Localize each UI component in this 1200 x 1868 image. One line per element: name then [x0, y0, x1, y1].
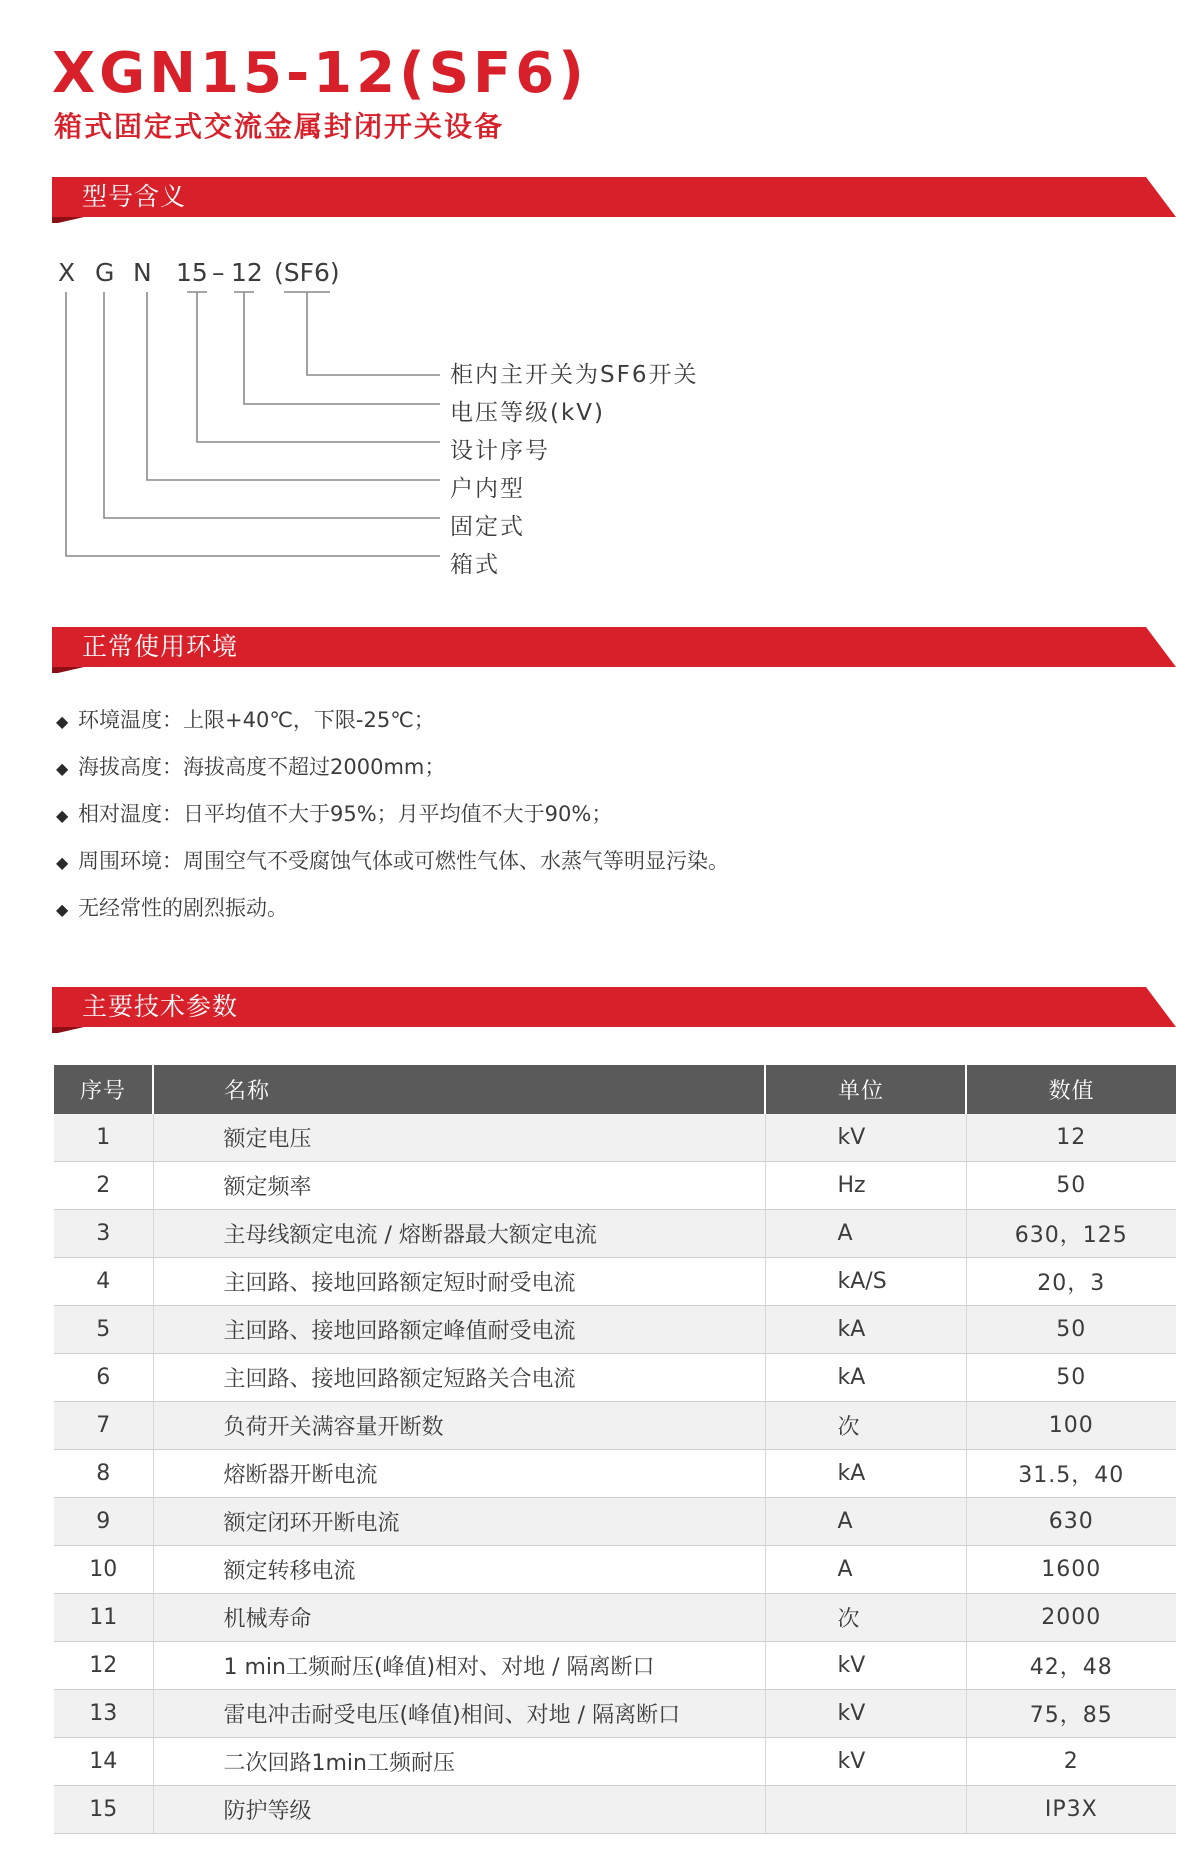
cell-no: 6	[54, 1354, 153, 1402]
table-row	[54, 1546, 1176, 1594]
section-title-model: 型号含义	[82, 182, 187, 211]
cell-unit: kV	[765, 1738, 966, 1786]
table-row	[54, 1690, 1176, 1738]
table-row	[54, 1594, 1176, 1642]
environment-list	[56, 703, 729, 938]
meaning-indoor: 户内型	[450, 476, 525, 502]
code-letter-n: N	[133, 258, 152, 287]
code-letter-x: X	[58, 258, 76, 287]
model-code-diagram	[0, 0, 1200, 600]
cell-value: 2	[966, 1738, 1176, 1786]
cell-no: 10	[54, 1546, 153, 1594]
code-voltage: 12	[231, 258, 263, 287]
spec-table	[54, 1065, 1176, 1834]
code-sf6: (SF6)	[274, 258, 340, 287]
cell-name: 主回路、接地回路额定峰值耐受电流	[153, 1306, 765, 1354]
cell-name: 主回路、接地回路额定短时耐受电流	[153, 1258, 765, 1306]
header-value: 数值	[966, 1065, 1176, 1114]
cell-unit: Hz	[765, 1162, 966, 1210]
diamond-bullet-icon: ◆	[56, 853, 69, 872]
cell-no: 3	[54, 1210, 153, 1258]
cell-no: 4	[54, 1258, 153, 1306]
table-row	[54, 1402, 1176, 1450]
cell-name: 熔断器开断电流	[153, 1450, 765, 1498]
cell-no: 2	[54, 1162, 153, 1210]
cell-unit: kA	[765, 1450, 966, 1498]
table-row	[54, 1786, 1176, 1834]
cell-value: 31.5，40	[966, 1450, 1176, 1498]
cell-unit: 次	[765, 1402, 966, 1450]
cell-unit: kV	[765, 1642, 966, 1690]
cell-unit: A	[765, 1210, 966, 1258]
cell-value: 20，3	[966, 1258, 1176, 1306]
header-no: 序号	[54, 1065, 153, 1114]
cell-value: 50	[966, 1354, 1176, 1402]
code-letter-g: G	[95, 258, 115, 287]
diamond-bullet-icon: ◆	[56, 759, 69, 778]
cell-unit: A	[765, 1546, 966, 1594]
cell-name: 二次回路1min工频耐压	[153, 1738, 765, 1786]
meaning-voltage: 电压等级(kV)	[450, 400, 605, 426]
section-title-environment: 正常使用环境	[82, 632, 239, 661]
cell-unit: 次	[765, 1594, 966, 1642]
cell-name: 雷电冲击耐受电压(峰值)相间、对地 / 隔离断口	[153, 1690, 765, 1738]
cell-no: 9	[54, 1498, 153, 1546]
cell-value: 2000	[966, 1594, 1176, 1642]
cell-value: 50	[966, 1306, 1176, 1354]
table-row	[54, 1162, 1176, 1210]
code-design-no: 15	[176, 258, 208, 287]
section-banner-specs	[52, 987, 1176, 1035]
cell-unit: kA/S	[765, 1258, 966, 1306]
diamond-bullet-icon: ◆	[56, 806, 69, 825]
cell-value: 630，125	[966, 1210, 1176, 1258]
table-row	[54, 1114, 1176, 1162]
cell-name: 负荷开关满容量开断数	[153, 1402, 765, 1450]
table-header-row	[54, 1065, 1176, 1114]
cell-name: 额定闭环开断电流	[153, 1498, 765, 1546]
meaning-sf6-switch: 柜内主开关为SF6开关	[450, 362, 699, 388]
table-row	[54, 1738, 1176, 1786]
cell-value: IP3X	[966, 1786, 1176, 1834]
cell-no: 12	[54, 1642, 153, 1690]
cell-unit: kV	[765, 1114, 966, 1162]
cell-no: 7	[54, 1402, 153, 1450]
cell-name: 1 min工频耐压(峰值)相对、对地 / 隔离断口	[153, 1642, 765, 1690]
cell-no: 15	[54, 1786, 153, 1834]
cell-unit: kA	[765, 1354, 966, 1402]
cell-unit: kA	[765, 1306, 966, 1354]
cell-value: 630	[966, 1498, 1176, 1546]
list-item: ◆ 无经常性的剧烈振动。	[56, 891, 729, 938]
section-banner-environment	[52, 627, 1176, 675]
section-title-specs: 主要技术参数	[82, 992, 239, 1021]
table-row	[54, 1450, 1176, 1498]
cell-name: 额定电压	[153, 1114, 765, 1162]
cell-value: 75，85	[966, 1690, 1176, 1738]
cell-no: 11	[54, 1594, 153, 1642]
cell-value: 12	[966, 1114, 1176, 1162]
list-item: ◆ 周围环境：周围空气不受腐蚀气体或可燃性气体、水蒸气等明显污染。	[56, 844, 729, 891]
table-row	[54, 1210, 1176, 1258]
table-row	[54, 1354, 1176, 1402]
cell-no: 13	[54, 1690, 153, 1738]
cell-name: 主母线额定电流 / 熔断器最大额定电流	[153, 1210, 765, 1258]
cell-no: 8	[54, 1450, 153, 1498]
meaning-design-no: 设计序号	[450, 438, 550, 464]
meaning-fixed: 固定式	[450, 514, 525, 540]
header-unit: 单位	[765, 1065, 966, 1114]
cell-unit	[765, 1786, 966, 1834]
cell-name: 机械寿命	[153, 1594, 765, 1642]
cell-name: 主回路、接地回路额定短路关合电流	[153, 1354, 765, 1402]
table-row	[54, 1258, 1176, 1306]
cell-name: 额定转移电流	[153, 1546, 765, 1594]
cell-value: 100	[966, 1402, 1176, 1450]
diamond-bullet-icon: ◆	[56, 900, 69, 919]
cell-value: 1600	[966, 1546, 1176, 1594]
code-dash: –	[212, 258, 225, 287]
cell-value: 42，48	[966, 1642, 1176, 1690]
spec-table-body	[54, 1114, 1176, 1834]
diamond-bullet-icon: ◆	[56, 712, 69, 731]
cell-unit: kV	[765, 1690, 966, 1738]
product-title: XGN15-12(SF6)	[52, 41, 588, 106]
cell-no: 14	[54, 1738, 153, 1786]
cell-no: 5	[54, 1306, 153, 1354]
list-item: ◆ 环境温度：上限+40℃，下限-25℃；	[56, 703, 729, 750]
meaning-box: 箱式	[450, 552, 500, 578]
list-item: ◆ 海拔高度：海拔高度不超过2000mm；	[56, 750, 729, 797]
cell-name: 防护等级	[153, 1786, 765, 1834]
table-row	[54, 1306, 1176, 1354]
header-name: 名称	[153, 1065, 765, 1114]
table-row	[54, 1642, 1176, 1690]
list-item: ◆ 相对温度：日平均值不大于95%；月平均值不大于90%；	[56, 797, 729, 844]
product-subtitle: 箱式固定式交流金属封闭开关设备	[54, 110, 505, 143]
table-row	[54, 1498, 1176, 1546]
cell-unit: A	[765, 1498, 966, 1546]
cell-value: 50	[966, 1162, 1176, 1210]
cell-name: 额定频率	[153, 1162, 765, 1210]
cell-no: 1	[54, 1114, 153, 1162]
